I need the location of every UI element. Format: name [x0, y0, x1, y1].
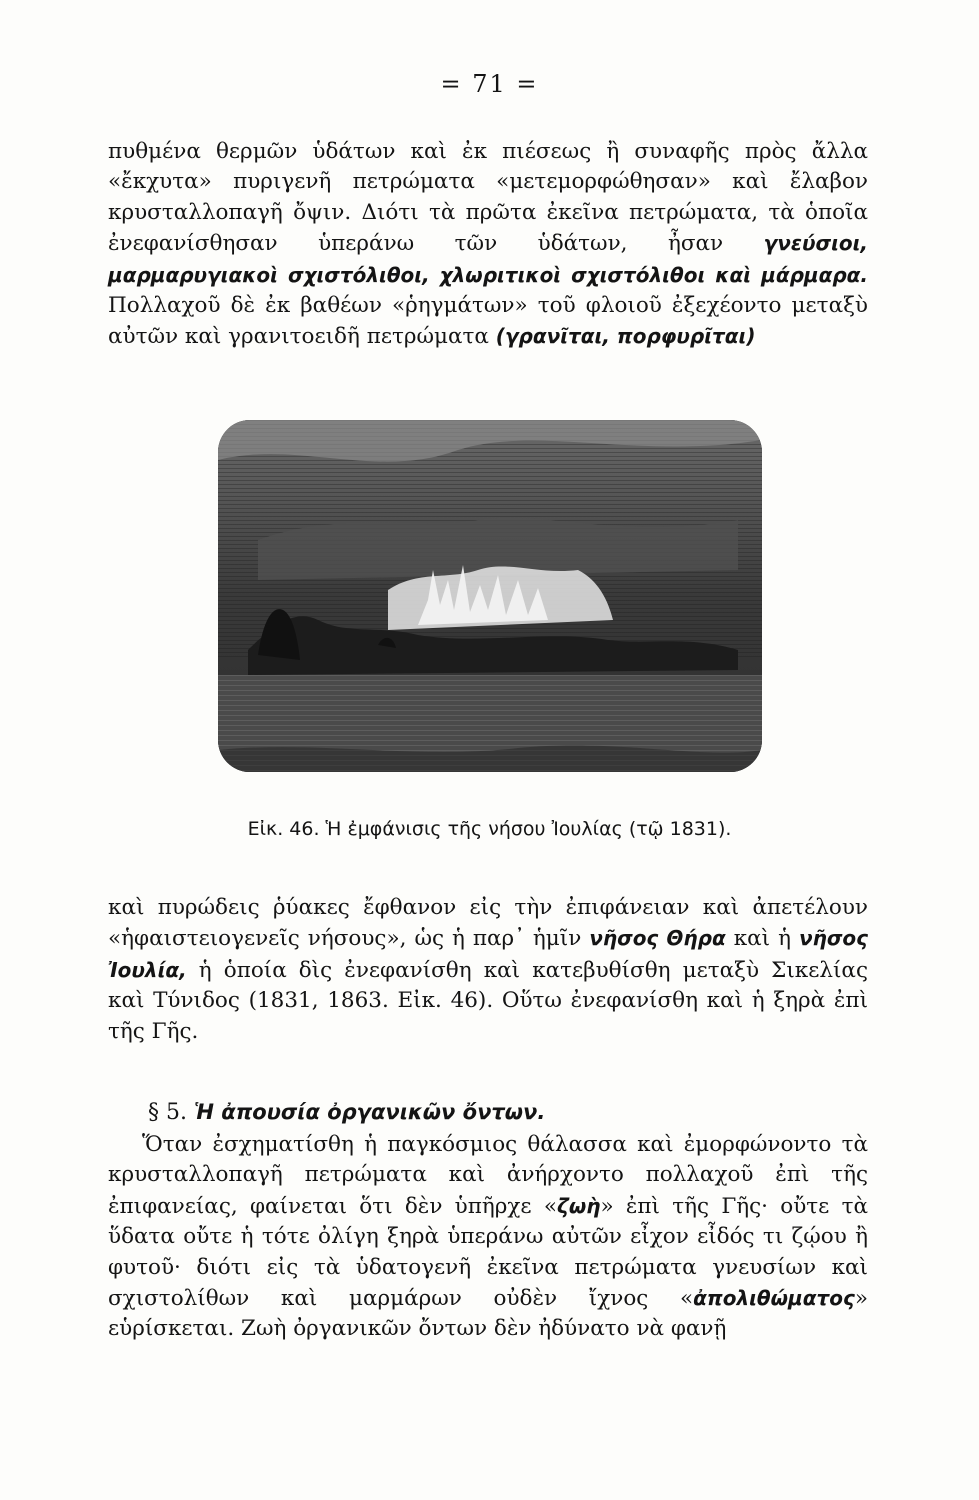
- paragraph-3-text-b: » ἐπὶ τῆς Γῆς· οὔτε τὰ ὕδατα οὔτε ἡ τότε ὀλίγη ξηρὰ ὑπεράνω αὐτῶν εἶχον εἶδός τι ζῴου ἢ φυτοῦ· διότι εἰς τὰ ὑδατογενῆ ἐκεῖνα πετρώματα γνευσίων καὶ σχιστολίθων καὶ μαρμάρων οὐδὲν ἴχνος «: [108, 1193, 869, 1312]
- paragraph-1-text-b: Πολλαχοῦ δὲ ἐκ βαθέων «ῥηγμάτων» τοῦ φλοιοῦ ἐξεχέοντο μεταξὺ αὐτῶν καὶ γρανιτοειδῆ πετρώματα: [108, 293, 868, 350]
- paragraph-1-bold-granites: (γρανῖται, πορφυρῖται): [495, 324, 756, 349]
- paragraph-1-bold-rocks: γνεύσιοι, μαρμαρυγιακοὶ σχιστόλιθοι, χλωριτικοὶ σχιστόλιθοι καὶ μάρμαρα.: [108, 231, 868, 287]
- paragraph-2-text-a: καὶ πυρώδεις ῥύακες ἔφθανον εἰς τὴν ἐπιφάνειαν καὶ ἀπετέλουν «ἡφαιστειογενεῖς νήσους», ὡς ἡ παρ᾽ ἡμῖν: [108, 895, 868, 952]
- paragraph-3-text-c: » εὑρίσκεται. Ζωὴ ὀργανικῶν ὄντων δὲν ἠδύνατο νὰ φανῇ: [108, 1286, 868, 1342]
- paragraph-3-text-a: Ὅταν ἐσχηματίσθη ἡ παγκόσμιος θάλασσα καὶ ἐμορφώνοντο τὰ κρυσταλλοπαγῆ πετρώματα καὶ ἀνήρχοντο πολλαχοῦ ἐπὶ τῆς ἐπιφανείας, φαίνεται ὅτι δὲν ὑπῆρχε «: [108, 1132, 868, 1219]
- section-title: Ἡ ἀπουσία ὀργανικῶν ὄντων.: [193, 1100, 546, 1124]
- paragraph-2-text-b: καὶ ἡ: [725, 926, 799, 952]
- paragraph-2-bold-julia: νῆσος Ἰουλία,: [108, 926, 868, 982]
- engraving-illustration: [218, 420, 762, 772]
- page-number: = 71 =: [440, 70, 539, 98]
- paragraph-1-text-a: πυθμένα θερμῶν ὑδάτων καὶ ἐκ πιέσεως ἢ συναφῆς πρὸς ἄλλα «ἔκχυτα» πυριγενῆ πετρώματα «μετεμορφώθησαν» καὶ ἔλαβον κρυσταλλοπαγῆ ὄψιν. Διότι τὰ πρῶτα ἐκεῖνα πετρώματα, τὰ ὁποῖα ἐνεφανίσθησαν ὑπεράνω τῶν ὑδάτων, ἦσαν: [108, 139, 868, 257]
- paragraph-2-text-c: ἡ ὁποία δὶς ἐνεφανίσθη καὶ κατεβυθίσθη μεταξὺ Σικελίας καὶ Τύνιδος (1831, 1863. Εἰκ. 46). Οὕτω ἐνεφανίσθη καὶ ἡ ξηρὰ ἐπὶ τῆς Γῆς.: [108, 957, 868, 1044]
- paragraph-3: [108, 1130, 868, 1345]
- figure-engraving-julia-island: [218, 420, 762, 772]
- paragraph-1: [108, 137, 868, 353]
- paragraph-2-bold-thira: νῆσος Θήρα: [589, 926, 726, 951]
- section-heading: [148, 1100, 545, 1125]
- figure-caption: Εἰκ. 46. Ἡ ἐμφάνισις τῆς νήσου Ἰουλίας (τῷ 1831).: [247, 818, 732, 840]
- paragraph-3-bold-fossil: ἀπολιθώματος: [693, 1286, 855, 1311]
- paragraph-3-bold-life: ζωὴ: [557, 1193, 601, 1218]
- paragraph-2: [108, 893, 868, 1047]
- section-number: § 5.: [148, 1100, 187, 1125]
